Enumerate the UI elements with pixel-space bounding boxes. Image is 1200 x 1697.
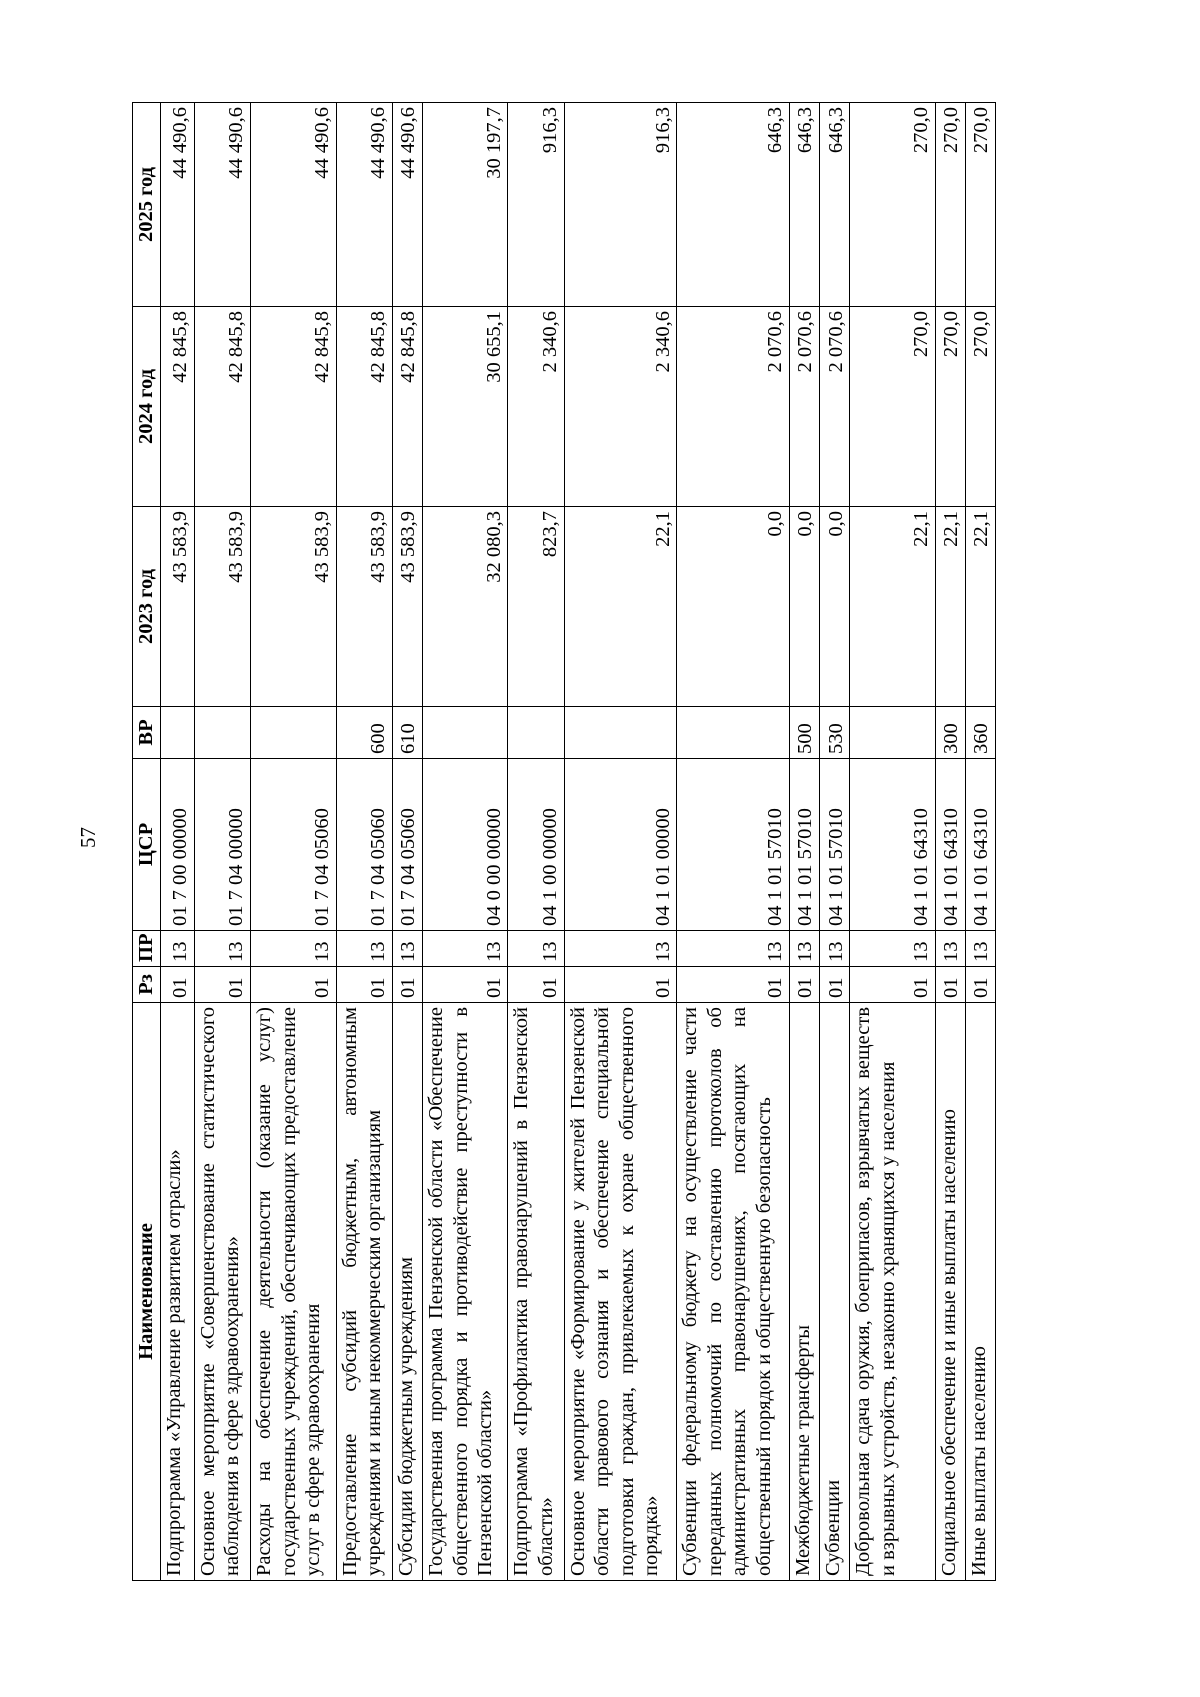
table-row [508,103,564,1581]
table-row [336,103,392,1581]
header-2025: 2025 год [133,103,161,307]
row-pr: 13 [251,931,336,967]
row-2023: 22,1 [935,507,965,707]
row-rz: 01 [820,967,850,1003]
table-row [935,103,965,1581]
row-2023: 43 583,9 [392,507,422,707]
row-csr: 04 1 00 00000 [508,759,564,931]
row-rz: 01 [508,967,564,1003]
row-pr: 13 [160,931,194,967]
row-csr: 04 1 01 57010 [789,759,819,931]
row-2024: 42 845,8 [336,307,392,507]
row-csr: 04 1 01 57010 [677,759,790,931]
table-row [820,103,850,1581]
row-rz: 01 [422,967,507,1003]
row-pr: 13 [392,931,422,967]
row-2023: 43 583,9 [336,507,392,707]
row-vr [194,707,250,759]
row-2024: 42 845,8 [194,307,250,507]
row-name: Основное мероприятие «Формирование у жителей Пензенской области правового сознания и обеспечение специальной подготовки граждан, привлекаемых к охране общественного порядка» [564,1003,677,1581]
header-name: Наименование [133,1003,161,1581]
table-row [677,103,790,1581]
row-rz: 01 [564,967,677,1003]
row-vr: 600 [336,707,392,759]
row-csr: 01 7 04 00000 [194,759,250,931]
row-csr: 01 7 00 00000 [160,759,194,931]
row-2023: 823,7 [508,507,564,707]
row-2023: 0,0 [677,507,790,707]
row-name: Субвенции [820,1003,850,1581]
row-2024: 42 845,8 [392,307,422,507]
row-2023: 43 583,9 [251,507,336,707]
row-vr [564,707,677,759]
row-pr: 13 [935,931,965,967]
table-row [251,103,336,1581]
row-2023: 0,0 [789,507,819,707]
table-row [965,103,995,1581]
row-2025: 916,3 [564,103,677,307]
row-2025: 44 490,6 [336,103,392,307]
row-2025: 916,3 [508,103,564,307]
row-2024: 2 070,6 [789,307,819,507]
row-2024: 2 070,6 [677,307,790,507]
row-rz: 01 [850,967,935,1003]
row-vr [251,707,336,759]
page-number: 57 [76,827,100,848]
row-2024: 270,0 [965,307,995,507]
row-vr: 300 [935,707,965,759]
row-rz: 01 [392,967,422,1003]
row-pr: 13 [850,931,935,967]
row-2024: 270,0 [935,307,965,507]
row-name: Субвенции федеральному бюджету на осуществление части переданных полномочий по составлению протоколов об административных правонарушениях, посягающих на общественный порядок и общественную безопасность [677,1003,790,1581]
row-vr [508,707,564,759]
table-row [194,103,250,1581]
header-csr: ЦСР [133,759,161,931]
row-2023: 0,0 [820,507,850,707]
budget-table [132,102,996,1581]
row-2025: 44 490,6 [251,103,336,307]
rotated-table-container [132,103,996,1581]
row-2025: 646,3 [820,103,850,307]
row-name: Социальное обеспечение и иные выплаты населению [935,1003,965,1581]
row-rz: 01 [251,967,336,1003]
table-row [564,103,677,1581]
row-csr: 04 1 01 64310 [965,759,995,931]
row-csr: 04 1 01 64310 [935,759,965,931]
row-vr: 610 [392,707,422,759]
row-name: Государственная программа Пензенской области «Обеспечение общественного порядка и противодействие преступности в Пензенской области» [422,1003,507,1581]
row-vr [850,707,935,759]
row-name: Межбюджетные трансферты [789,1003,819,1581]
row-pr: 13 [677,931,790,967]
row-rz: 01 [789,967,819,1003]
row-name: Расходы на обеспечение деятельности (оказание услуг) государственных учреждений, обеспечивающих предоставление услуг в сфере здравоохранения [251,1003,336,1581]
header-rz: Рз [133,967,161,1003]
row-pr: 13 [965,931,995,967]
row-2025: 646,3 [677,103,790,307]
row-name: Основное мероприятие «Совершенствование статистического наблюдения в сфере здравоохранения» [194,1003,250,1581]
row-vr: 530 [820,707,850,759]
row-pr: 13 [336,931,392,967]
row-rz: 01 [935,967,965,1003]
row-2023: 22,1 [564,507,677,707]
table-row [422,103,507,1581]
table-row [789,103,819,1581]
row-pr: 13 [194,931,250,967]
header-2023: 2023 год [133,507,161,707]
row-name: Добровольная сдача оружия, боеприпасов, взрывчатых веществ и взрывных устройств, незаконно хранящихся у населения [850,1003,935,1581]
row-2025: 44 490,6 [194,103,250,307]
row-csr: 01 7 04 05060 [251,759,336,931]
header-pr: ПР [133,931,161,967]
row-pr: 13 [820,931,850,967]
row-pr: 13 [564,931,677,967]
header-row [133,103,161,1581]
row-2024: 42 845,8 [160,307,194,507]
row-2025: 646,3 [789,103,819,307]
table-row [850,103,935,1581]
row-name: Субсидии бюджетным учреждениям [392,1003,422,1581]
row-vr [422,707,507,759]
table-row [160,103,194,1581]
row-2024: 30 655,1 [422,307,507,507]
row-name: Предоставление субсидий бюджетным, автономным учреждениям и иным некоммерческим организациям [336,1003,392,1581]
row-rz: 01 [336,967,392,1003]
row-2023: 22,1 [965,507,995,707]
row-vr [677,707,790,759]
row-2025: 44 490,6 [392,103,422,307]
table-row [392,103,422,1581]
row-pr: 13 [508,931,564,967]
row-2023: 43 583,9 [194,507,250,707]
row-pr: 13 [422,931,507,967]
header-vr: ВР [133,707,161,759]
header-2024: 2024 год [133,307,161,507]
row-2023: 43 583,9 [160,507,194,707]
row-rz: 01 [194,967,250,1003]
row-2025: 270,0 [935,103,965,307]
row-csr: 04 1 01 00000 [564,759,677,931]
row-2025: 30 197,7 [422,103,507,307]
row-rz: 01 [160,967,194,1003]
row-2023: 32 080,3 [422,507,507,707]
row-2024: 2 340,6 [564,307,677,507]
row-csr: 01 7 04 05060 [392,759,422,931]
row-2024: 42 845,8 [251,307,336,507]
row-csr: 04 1 01 64310 [850,759,935,931]
row-pr: 13 [789,931,819,967]
row-rz: 01 [677,967,790,1003]
row-name: Подпрограмма «Управление развитием отрасли» [160,1003,194,1581]
row-csr: 04 1 01 57010 [820,759,850,931]
row-2024: 2 340,6 [508,307,564,507]
row-2025: 270,0 [850,103,935,307]
row-vr: 360 [965,707,995,759]
row-name: Подпрограмма «Профилактика правонарушений в Пензенской области» [508,1003,564,1581]
row-2024: 270,0 [850,307,935,507]
row-csr: 04 0 00 00000 [422,759,507,931]
row-name: Иные выплаты населению [965,1003,995,1581]
row-2023: 22,1 [850,507,935,707]
row-2025: 270,0 [965,103,995,307]
row-rz: 01 [965,967,995,1003]
row-2024: 2 070,6 [820,307,850,507]
row-2025: 44 490,6 [160,103,194,307]
row-vr [160,707,194,759]
row-vr: 500 [789,707,819,759]
row-csr: 01 7 04 05060 [336,759,392,931]
